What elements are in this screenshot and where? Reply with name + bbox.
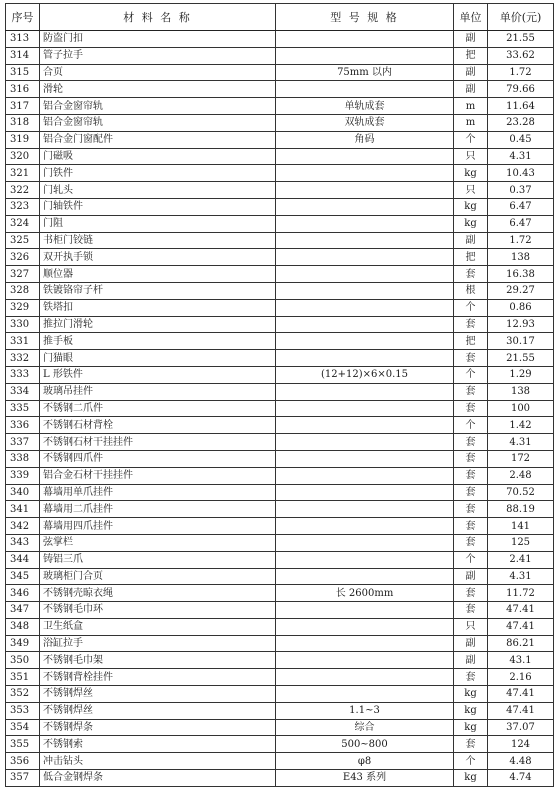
material-name: 双开执手锁	[40, 249, 276, 266]
row-number: 345	[6, 568, 40, 585]
unit-price: 1.72	[488, 64, 554, 81]
row-number: 357	[6, 770, 40, 787]
table-row	[6, 366, 554, 383]
material-name: 铁镀铬帘子杆	[40, 282, 276, 299]
unit-cell: 只	[454, 148, 488, 165]
model-spec	[276, 652, 454, 669]
row-number: 316	[6, 81, 40, 98]
unit-cell: kg	[454, 770, 488, 787]
unit-price: 30.17	[488, 333, 554, 350]
table-row	[6, 299, 554, 316]
table-row	[6, 753, 554, 770]
unit-price: 16.38	[488, 266, 554, 283]
table-row	[6, 333, 554, 350]
unit-cell: 套	[454, 383, 488, 400]
material-name: 玻璃柜门合页	[40, 568, 276, 585]
model-spec	[276, 266, 454, 283]
material-name: 不锈钢毛巾架	[40, 652, 276, 669]
model-spec: 长 2600mm	[276, 585, 454, 602]
unit-cell: 把	[454, 333, 488, 350]
table-row	[6, 719, 554, 736]
model-spec	[276, 618, 454, 635]
unit-cell: 只	[454, 618, 488, 635]
unit-price: 2.48	[488, 467, 554, 484]
table-row	[6, 400, 554, 417]
table-row	[6, 350, 554, 367]
material-name: 防盗门扣	[40, 31, 276, 48]
model-spec	[276, 669, 454, 686]
model-spec	[276, 215, 454, 232]
table-row	[6, 417, 554, 434]
table-row	[6, 450, 554, 467]
model-spec	[276, 551, 454, 568]
material-name: 滑轮	[40, 81, 276, 98]
row-number: 325	[6, 232, 40, 249]
model-spec	[276, 232, 454, 249]
unit-cell: 套	[454, 534, 488, 551]
row-number: 323	[6, 198, 40, 215]
row-number: 317	[6, 98, 40, 115]
material-name: 门轧头	[40, 182, 276, 199]
table-row	[6, 618, 554, 635]
material-name: 弦掌栏	[40, 534, 276, 551]
material-name: 合页	[40, 64, 276, 81]
material-name: 浴缸拉手	[40, 635, 276, 652]
material-name: 幕墙用单爪挂件	[40, 484, 276, 501]
unit-cell: 套	[454, 350, 488, 367]
material-name: 门猫眼	[40, 350, 276, 367]
unit-price: 10.43	[488, 165, 554, 182]
model-spec	[276, 81, 454, 98]
unit-cell: kg	[454, 686, 488, 703]
unit-price: 2.41	[488, 551, 554, 568]
row-number: 332	[6, 350, 40, 367]
row-number: 333	[6, 366, 40, 383]
unit-price: 6.47	[488, 215, 554, 232]
table-header	[6, 4, 554, 31]
material-name: 卫生纸盒	[40, 618, 276, 635]
model-spec	[276, 450, 454, 467]
material-name: 幕墙用二爪挂件	[40, 501, 276, 518]
unit-price: 100	[488, 400, 554, 417]
table-row	[6, 198, 554, 215]
model-spec	[276, 568, 454, 585]
material-name: 铝合金石材干挂挂件	[40, 467, 276, 484]
model-spec: 双轨成套	[276, 114, 454, 131]
model-spec	[276, 333, 454, 350]
unit-cell: 套	[454, 736, 488, 753]
row-number: 350	[6, 652, 40, 669]
model-spec	[276, 686, 454, 703]
unit-price: 86.21	[488, 635, 554, 652]
material-name: 玻璃吊挂件	[40, 383, 276, 400]
row-number: 335	[6, 400, 40, 417]
header-row	[6, 4, 554, 31]
material-name: 不锈钢焊条	[40, 719, 276, 736]
material-name: 不锈钢焊丝	[40, 702, 276, 719]
unit-price: 47.41	[488, 618, 554, 635]
unit-price: 138	[488, 383, 554, 400]
unit-cell: kg	[454, 215, 488, 232]
model-spec	[276, 350, 454, 367]
material-name: 书柜门铰链	[40, 232, 276, 249]
header-no: 序号	[6, 4, 40, 31]
material-name: 管子拉手	[40, 47, 276, 64]
unit-price: 12.93	[488, 316, 554, 333]
material-name: 铝合金窗帘轨	[40, 114, 276, 131]
model-spec	[276, 534, 454, 551]
row-number: 331	[6, 333, 40, 350]
row-number: 352	[6, 686, 40, 703]
unit-price: 138	[488, 249, 554, 266]
material-name: 推拉门滑轮	[40, 316, 276, 333]
row-number: 348	[6, 618, 40, 635]
unit-cell: 个	[454, 366, 488, 383]
row-number: 313	[6, 31, 40, 48]
row-number: 355	[6, 736, 40, 753]
material-name: 门铁件	[40, 165, 276, 182]
material-name: 不锈钢索	[40, 736, 276, 753]
model-spec	[276, 299, 454, 316]
material-name: 低合金钢焊条	[40, 770, 276, 787]
model-spec: E43 系列	[276, 770, 454, 787]
unit-cell: kg	[454, 719, 488, 736]
unit-price: 1.29	[488, 366, 554, 383]
unit-price: 11.72	[488, 585, 554, 602]
unit-price: 11.64	[488, 98, 554, 115]
unit-price: 2.16	[488, 669, 554, 686]
unit-cell: 把	[454, 47, 488, 64]
unit-price: 88.19	[488, 501, 554, 518]
table-row	[6, 182, 554, 199]
table-row	[6, 383, 554, 400]
unit-cell: 套	[454, 434, 488, 451]
unit-cell: 个	[454, 551, 488, 568]
unit-price: 33.62	[488, 47, 554, 64]
unit-price: 47.41	[488, 602, 554, 619]
row-number: 354	[6, 719, 40, 736]
unit-cell: 副	[454, 652, 488, 669]
model-spec	[276, 47, 454, 64]
unit-price: 0.86	[488, 299, 554, 316]
unit-cell: 套	[454, 602, 488, 619]
material-name: 不锈钢毛巾环	[40, 602, 276, 619]
unit-price: 125	[488, 534, 554, 551]
row-number: 318	[6, 114, 40, 131]
row-number: 328	[6, 282, 40, 299]
row-number: 324	[6, 215, 40, 232]
material-price-table	[5, 3, 554, 787]
unit-cell: 套	[454, 450, 488, 467]
table-row	[6, 98, 554, 115]
table-row	[6, 501, 554, 518]
unit-price: 23.28	[488, 114, 554, 131]
table-row	[6, 669, 554, 686]
table-row	[6, 131, 554, 148]
model-spec	[276, 282, 454, 299]
unit-price: 0.37	[488, 182, 554, 199]
material-name: 不锈钢壳晾衣绳	[40, 585, 276, 602]
model-spec: (12+12)×6×0.15	[276, 366, 454, 383]
unit-price: 70.52	[488, 484, 554, 501]
unit-cell: 个	[454, 299, 488, 316]
row-number: 330	[6, 316, 40, 333]
unit-cell: 个	[454, 131, 488, 148]
row-number: 319	[6, 131, 40, 148]
model-spec	[276, 249, 454, 266]
row-number: 344	[6, 551, 40, 568]
table-row	[6, 736, 554, 753]
model-spec	[276, 501, 454, 518]
model-spec: φ8	[276, 753, 454, 770]
model-spec: 500~800	[276, 736, 454, 753]
material-name: 推手板	[40, 333, 276, 350]
model-spec	[276, 484, 454, 501]
row-number: 351	[6, 669, 40, 686]
model-spec	[276, 148, 454, 165]
row-number: 327	[6, 266, 40, 283]
model-spec	[276, 434, 454, 451]
unit-price: 79.66	[488, 81, 554, 98]
row-number: 339	[6, 467, 40, 484]
row-number: 334	[6, 383, 40, 400]
unit-price: 0.45	[488, 131, 554, 148]
table-row	[6, 249, 554, 266]
model-spec: 综合	[276, 719, 454, 736]
unit-price: 4.31	[488, 148, 554, 165]
model-spec: 单轨成套	[276, 98, 454, 115]
unit-price: 4.31	[488, 434, 554, 451]
model-spec	[276, 198, 454, 215]
model-spec	[276, 316, 454, 333]
unit-price: 29.27	[488, 282, 554, 299]
table-body	[6, 31, 554, 787]
material-name: 顺位器	[40, 266, 276, 283]
material-name: 铸铝三爪	[40, 551, 276, 568]
unit-cell: 套	[454, 316, 488, 333]
unit-price: 124	[488, 736, 554, 753]
header-name: 材 料 名 称	[40, 4, 276, 31]
table-row	[6, 602, 554, 619]
model-spec	[276, 383, 454, 400]
row-number: 349	[6, 635, 40, 652]
table-row	[6, 686, 554, 703]
unit-cell: 套	[454, 266, 488, 283]
table-row	[6, 467, 554, 484]
material-name: 冲击钻头	[40, 753, 276, 770]
unit-cell: 副	[454, 64, 488, 81]
unit-cell: 套	[454, 518, 488, 535]
header-unit: 单位	[454, 4, 488, 31]
table-row	[6, 114, 554, 131]
unit-cell: 套	[454, 484, 488, 501]
unit-price: 1.72	[488, 232, 554, 249]
table-row	[6, 702, 554, 719]
table-row	[6, 148, 554, 165]
unit-cell: 套	[454, 467, 488, 484]
model-spec	[276, 182, 454, 199]
unit-price: 6.47	[488, 198, 554, 215]
unit-cell: 套	[454, 400, 488, 417]
row-number: 343	[6, 534, 40, 551]
table-row	[6, 316, 554, 333]
model-spec	[276, 400, 454, 417]
row-number: 340	[6, 484, 40, 501]
model-spec	[276, 417, 454, 434]
row-number: 338	[6, 450, 40, 467]
table-row	[6, 266, 554, 283]
material-name: 不锈钢背栓挂件	[40, 669, 276, 686]
table-row	[6, 568, 554, 585]
row-number: 346	[6, 585, 40, 602]
row-number: 322	[6, 182, 40, 199]
material-name: 不锈钢石材干挂挂件	[40, 434, 276, 451]
material-name: 不锈钢四爪件	[40, 450, 276, 467]
model-spec	[276, 165, 454, 182]
unit-price: 47.41	[488, 686, 554, 703]
model-spec	[276, 602, 454, 619]
unit-cell: 个	[454, 753, 488, 770]
material-name: 不锈钢二爪件	[40, 400, 276, 417]
row-number: 314	[6, 47, 40, 64]
unit-cell: kg	[454, 702, 488, 719]
material-name: 铝合金窗帘轨	[40, 98, 276, 115]
unit-cell: 个	[454, 417, 488, 434]
row-number: 320	[6, 148, 40, 165]
unit-cell: 根	[454, 282, 488, 299]
table-row	[6, 215, 554, 232]
table-row	[6, 551, 554, 568]
material-name: L 形铁件	[40, 366, 276, 383]
table-row	[6, 635, 554, 652]
unit-cell: 副	[454, 31, 488, 48]
unit-price: 4.31	[488, 568, 554, 585]
row-number: 353	[6, 702, 40, 719]
row-number: 347	[6, 602, 40, 619]
model-spec	[276, 467, 454, 484]
model-spec	[276, 31, 454, 48]
unit-cell: 只	[454, 182, 488, 199]
unit-price: 4.48	[488, 753, 554, 770]
table-row	[6, 64, 554, 81]
table-row	[6, 652, 554, 669]
table-row	[6, 282, 554, 299]
table-row	[6, 434, 554, 451]
table-row	[6, 47, 554, 64]
unit-price: 21.55	[488, 31, 554, 48]
material-name: 铁塔扣	[40, 299, 276, 316]
unit-cell: 套	[454, 669, 488, 686]
unit-price: 4.74	[488, 770, 554, 787]
table-row	[6, 534, 554, 551]
unit-price: 1.42	[488, 417, 554, 434]
unit-cell: kg	[454, 198, 488, 215]
material-name: 幕墙用四爪挂件	[40, 518, 276, 535]
table-row	[6, 585, 554, 602]
unit-cell: m	[454, 98, 488, 115]
model-spec	[276, 635, 454, 652]
price-table-sheet	[5, 3, 553, 787]
table-row	[6, 31, 554, 48]
row-number: 342	[6, 518, 40, 535]
table-row	[6, 165, 554, 182]
row-number: 336	[6, 417, 40, 434]
model-spec: 角码	[276, 131, 454, 148]
unit-price: 47.41	[488, 702, 554, 719]
row-number: 329	[6, 299, 40, 316]
row-number: 321	[6, 165, 40, 182]
unit-cell: 副	[454, 232, 488, 249]
unit-cell: 副	[454, 635, 488, 652]
material-name: 铝合金门窗配件	[40, 131, 276, 148]
row-number: 337	[6, 434, 40, 451]
header-spec: 型 号 规 格	[276, 4, 454, 31]
header-price: 单价(元)	[488, 4, 554, 31]
row-number: 341	[6, 501, 40, 518]
model-spec	[276, 518, 454, 535]
unit-price: 172	[488, 450, 554, 467]
unit-cell: 套	[454, 585, 488, 602]
material-name: 不锈钢焊丝	[40, 686, 276, 703]
row-number: 356	[6, 753, 40, 770]
unit-cell: 副	[454, 568, 488, 585]
row-number: 326	[6, 249, 40, 266]
unit-price: 37.07	[488, 719, 554, 736]
material-name: 门轴铁件	[40, 198, 276, 215]
material-name: 门阻	[40, 215, 276, 232]
material-name: 不锈钢石材背栓	[40, 417, 276, 434]
unit-cell: 把	[454, 249, 488, 266]
row-number: 315	[6, 64, 40, 81]
table-row	[6, 484, 554, 501]
table-row	[6, 232, 554, 249]
unit-cell: kg	[454, 165, 488, 182]
model-spec: 1.1~3	[276, 702, 454, 719]
unit-cell: m	[454, 114, 488, 131]
unit-price: 141	[488, 518, 554, 535]
unit-price: 21.55	[488, 350, 554, 367]
unit-cell: 副	[454, 81, 488, 98]
model-spec: 75mm 以内	[276, 64, 454, 81]
unit-price: 43.1	[488, 652, 554, 669]
material-name: 门磁吸	[40, 148, 276, 165]
table-row	[6, 518, 554, 535]
unit-cell: 套	[454, 501, 488, 518]
table-row	[6, 770, 554, 787]
table-row	[6, 81, 554, 98]
